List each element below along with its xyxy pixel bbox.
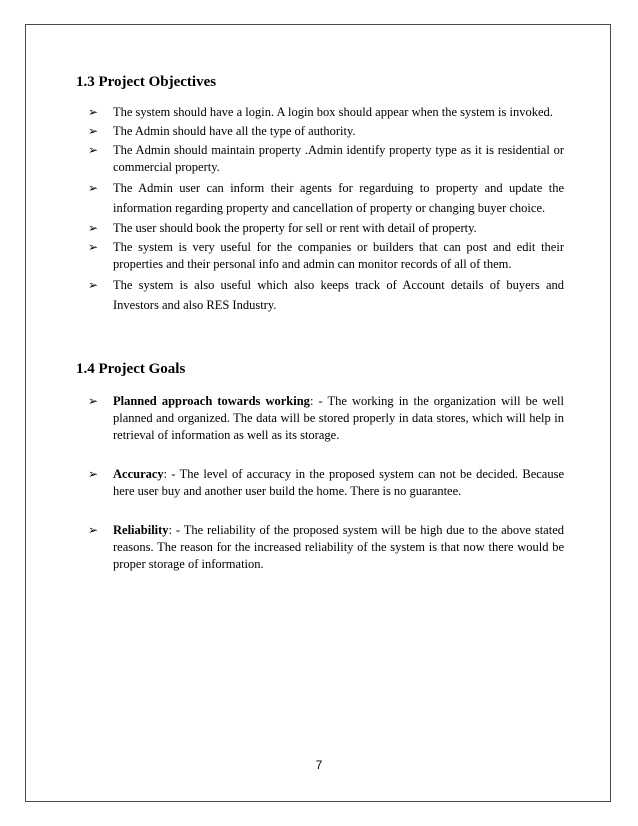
list-item (76, 239, 564, 273)
objectives-list (76, 104, 564, 315)
list-item-text: The system is very useful for the companies or builders that can post and edit their properties and their personal info and admin can monitor records of all of them. (113, 240, 564, 271)
arrow-bullet-icon: ➢ (88, 221, 99, 235)
list-item-text: The Admin user can inform their agents for regarduing to property and update the information regarding property and cancellation of property or changing buyer choice. (113, 181, 564, 215)
arrow-bullet-icon: ➢ (88, 143, 99, 157)
list-item-text: The system should have a login. A login box should appear when the system is invoked. (113, 105, 553, 119)
list-item-text: The Admin should maintain property .Admin identify property type as it is residential or commercial property. (113, 143, 564, 174)
list-item (76, 275, 564, 315)
arrow-bullet-icon: ➢ (88, 278, 99, 292)
list-item (76, 142, 564, 176)
arrow-bullet-icon: ➢ (88, 105, 99, 119)
list-item (76, 220, 564, 237)
list-item (76, 466, 564, 500)
goal-description: : - The level of accuracy in the proposed system can not be decided. Because here user buy and another user build the home. There is no guarantee. (113, 467, 564, 498)
arrow-bullet-icon: ➢ (88, 467, 99, 481)
arrow-bullet-icon: ➢ (88, 240, 99, 254)
arrow-bullet-icon: ➢ (88, 523, 99, 537)
goal-term: Reliability (113, 523, 169, 537)
list-item (76, 522, 564, 573)
goal-description: : - The working in the organization will be well planned and organized. The data will be stored properly in data stores, which will help in retrieval of information as well as its storage. (113, 394, 565, 442)
arrow-bullet-icon: ➢ (88, 124, 99, 138)
arrow-bullet-icon: ➢ (88, 181, 99, 195)
list-item-text: The user should book the property for sell or rent with detail of property. (113, 221, 477, 235)
list-item (76, 104, 564, 121)
goal-term: Accuracy (113, 467, 164, 481)
list-item (76, 178, 564, 218)
section-heading-objectives: 1.3 Project Objectives (76, 74, 217, 90)
list-item (76, 393, 564, 444)
page-number: 7 (315, 758, 323, 772)
document-body (76, 72, 564, 595)
list-item-text: The Admin should have all the type of authority. (113, 124, 356, 138)
list-item (76, 123, 564, 140)
goal-term: Planned approach towards working (113, 394, 310, 408)
goal-description: : - The reliability of the proposed system will be high due to the above stated reasons. The reason for the increased reliability of the system is that now there would be proper storage of information. (113, 523, 564, 571)
list-item-text: The system is also useful which also keeps track of Account details of buyers and Investors and also RES Industry. (113, 278, 564, 312)
goals-list (76, 393, 564, 573)
section-heading-goals: 1.4 Project Goals (76, 361, 186, 377)
arrow-bullet-icon: ➢ (88, 394, 99, 408)
